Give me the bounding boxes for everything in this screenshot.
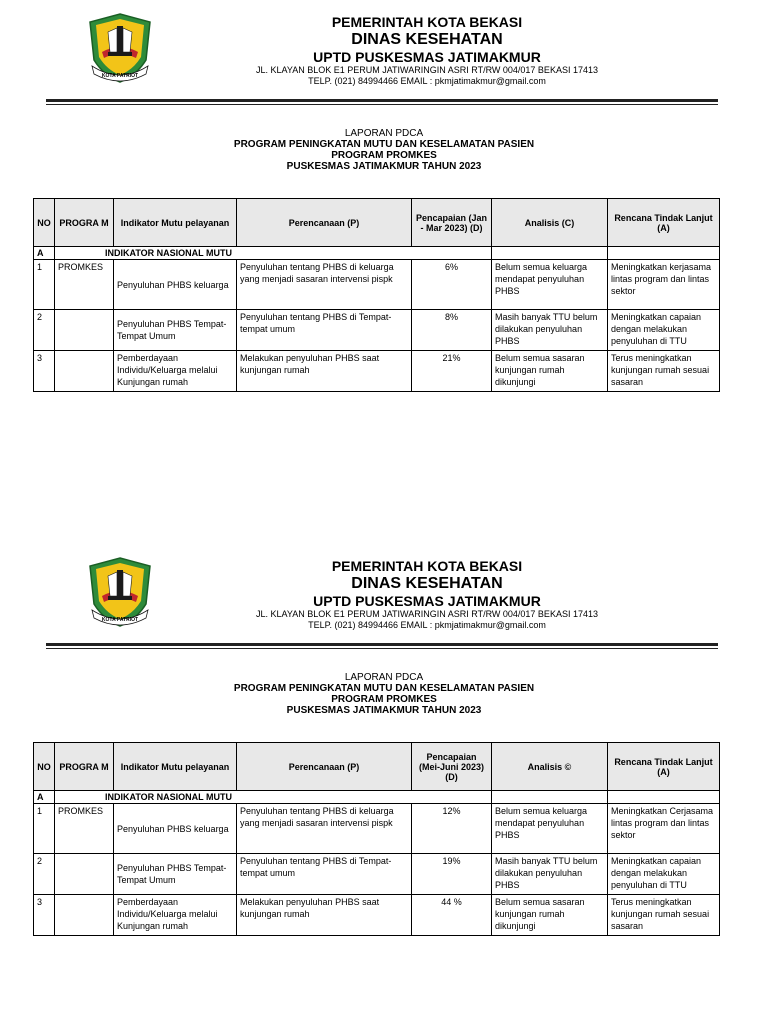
agency-name: DINAS KESEHATAN xyxy=(351,31,503,48)
cell-indikator: Penyuluhan PHBS Tempat-Tempat Umum xyxy=(114,310,237,351)
section-no: A xyxy=(34,247,55,260)
table-row xyxy=(34,854,720,895)
cell-perencanaan: Melakukan penyuluhan PHBS saat kunjungan rumah xyxy=(237,895,412,936)
program-title: PROGRAM PROMKES xyxy=(331,694,437,705)
cell-no: 3 xyxy=(34,351,55,392)
kota-bekasi-logo-icon xyxy=(86,556,154,630)
section-label: INDIKATOR NASIONAL MUTU xyxy=(55,791,492,804)
table-row xyxy=(34,260,720,310)
cell-rencana: Terus meningkatkan kunjungan rumah sesuai sasaran xyxy=(608,351,720,392)
cell-pencapaian: 21% xyxy=(412,351,492,392)
address: JL. KLAYAN BLOK E1 PERUM JATIWARINGIN ASRI RT/RW 004/017 BEKASI 17413 xyxy=(256,609,598,619)
empty-cell xyxy=(608,791,720,804)
svg-text:KOTA PATRIOT: KOTA PATRIOT xyxy=(101,73,139,79)
header-rule-thick xyxy=(46,99,718,102)
pdca-table xyxy=(33,742,720,936)
cell-program xyxy=(55,310,114,351)
report-subtitle: PROGRAM PENINGKATAN MUTU DAN KESELAMATAN PASIEN xyxy=(233,139,535,150)
letterhead-text xyxy=(200,14,654,87)
report-title: LAPORAN PDCA xyxy=(344,128,424,139)
cell-rencana: Meningkatkan Cerjasama lintas program dan lintas sektor xyxy=(608,804,720,854)
cell-rencana: Meningkatkan capaian dengan melakukan penyuluhan di TTU xyxy=(608,854,720,895)
contact: TELP. (021) 84994466 EMAIL : pkmjatimakmur@gmail.com xyxy=(308,620,546,630)
report-titles xyxy=(0,672,768,716)
gov-name: PEMERINTAH KOTA BEKASI xyxy=(331,558,523,574)
col-header: Analisis (C) xyxy=(492,199,608,247)
col-header: Pencapaian (Mei-Juni 2023) (D) xyxy=(412,743,492,791)
report-section-1 xyxy=(0,0,768,387)
cell-perencanaan: Penyuluhan tentang PHBS di keluarga yang menjadi sasaran intervensi pispk xyxy=(237,260,412,310)
empty-cell xyxy=(492,791,608,804)
table-header-row xyxy=(34,199,720,247)
cell-indikator: Pemberdayaan Individu/Keluarga melalui Kunjungan rumah xyxy=(114,351,237,392)
cell-no: 2 xyxy=(34,854,55,895)
cell-pencapaian: 12% xyxy=(412,804,492,854)
cell-program xyxy=(55,895,114,936)
report-subtitle: PROGRAM PENINGKATAN MUTU DAN KESELAMATAN PASIEN xyxy=(233,683,535,694)
header-rule-thick xyxy=(46,643,718,646)
col-header: Indikator Mutu pelayanan xyxy=(114,743,237,791)
cell-pencapaian: 6% xyxy=(412,260,492,310)
section-row xyxy=(34,791,720,804)
empty-cell xyxy=(608,247,720,260)
cell-indikator: Penyuluhan PHBS keluarga xyxy=(114,260,237,310)
year-title: PUSKESMAS JATIMAKMUR TAHUN 2023 xyxy=(286,161,482,172)
letterhead xyxy=(0,0,768,100)
col-header: Pencapaian (Jan - Mar 2023) (D) xyxy=(412,199,492,247)
cell-indikator: Pemberdayaan Individu/Keluarga melalui Kunjungan rumah xyxy=(114,895,237,936)
cell-analisis: Belum semua sasaran kunjungan rumah dikunjungi xyxy=(492,895,608,936)
report-title: LAPORAN PDCA xyxy=(344,672,424,683)
program-title: PROGRAM PROMKES xyxy=(331,150,437,161)
col-header: PROGRA M xyxy=(55,199,114,247)
cell-perencanaan: Penyuluhan tentang PHBS di Tempat-tempat umum xyxy=(237,854,412,895)
header-rule-thin xyxy=(46,104,718,105)
cell-perencanaan: Penyuluhan tentang PHBS di keluarga yang menjadi sasaran intervensi pispk xyxy=(237,804,412,854)
agency-name: DINAS KESEHATAN xyxy=(351,575,503,592)
cell-indikator: Penyuluhan PHBS Tempat-Tempat Umum xyxy=(114,854,237,895)
table-row xyxy=(34,895,720,936)
cell-analisis: Masih banyak TTU belum dilakukan penyuluhan PHBS xyxy=(492,310,608,351)
cell-pencapaian: 44 % xyxy=(412,895,492,936)
cell-analisis: Belum semua keluarga mendapat penyuluhan PHBS xyxy=(492,804,608,854)
col-header: Perencanaan (P) xyxy=(237,199,412,247)
cell-perencanaan: Penyuluhan tentang PHBS di Tempat-tempat umum xyxy=(237,310,412,351)
cell-analisis: Belum semua sasaran kunjungan rumah dikunjungi xyxy=(492,351,608,392)
col-header: Indikator Mutu pelayanan xyxy=(114,199,237,247)
cell-rencana: Terus meningkatkan kunjungan rumah sesuai sasaran xyxy=(608,895,720,936)
col-header: Rencana Tindak Lanjut (A) xyxy=(608,743,720,791)
cell-no: 1 xyxy=(34,804,55,854)
svg-text:KOTA PATRIOT: KOTA PATRIOT xyxy=(101,617,139,623)
table-row xyxy=(34,351,720,392)
section-no: A xyxy=(34,791,55,804)
cell-no: 2 xyxy=(34,310,55,351)
cell-program: PROMKES xyxy=(55,260,114,310)
section-label: INDIKATOR NASIONAL MUTU xyxy=(55,247,492,260)
letterhead-text xyxy=(200,558,654,631)
col-header: Analisis © xyxy=(492,743,608,791)
section-row xyxy=(34,247,720,260)
report-section-2 xyxy=(0,544,768,931)
header-rule-thin xyxy=(46,648,718,649)
cell-program xyxy=(55,854,114,895)
report-titles xyxy=(0,128,768,172)
cell-rencana: Meningkatkan kerjasama lintas program dan lintas sektor xyxy=(608,260,720,310)
cell-perencanaan: Melakukan penyuluhan PHBS saat kunjungan rumah xyxy=(237,351,412,392)
col-header: Perencanaan (P) xyxy=(237,743,412,791)
cell-rencana: Meningkatkan capaian dengan melakukan penyuluhan di TTU xyxy=(608,310,720,351)
cell-program xyxy=(55,351,114,392)
table-header-row xyxy=(34,743,720,791)
empty-cell xyxy=(492,247,608,260)
table-row xyxy=(34,310,720,351)
cell-no: 1 xyxy=(34,260,55,310)
letterhead xyxy=(0,544,768,644)
cell-no: 3 xyxy=(34,895,55,936)
year-title: PUSKESMAS JATIMAKMUR TAHUN 2023 xyxy=(286,705,482,716)
cell-pencapaian: 19% xyxy=(412,854,492,895)
unit-name: UPTD PUSKESMAS JATIMAKMUR xyxy=(313,593,541,609)
kota-bekasi-logo-icon xyxy=(86,12,154,86)
cell-program: PROMKES xyxy=(55,804,114,854)
contact: TELP. (021) 84994466 EMAIL : pkmjatimakmur@gmail.com xyxy=(308,76,546,86)
table-row xyxy=(34,804,720,854)
cell-indikator: Penyuluhan PHBS keluarga xyxy=(114,804,237,854)
gov-name: PEMERINTAH KOTA BEKASI xyxy=(331,14,523,30)
unit-name: UPTD PUSKESMAS JATIMAKMUR xyxy=(313,49,541,65)
cell-pencapaian: 8% xyxy=(412,310,492,351)
pdca-table xyxy=(33,198,720,392)
cell-analisis: Belum semua keluarga mendapat penyuluhan PHBS xyxy=(492,260,608,310)
address: JL. KLAYAN BLOK E1 PERUM JATIWARINGIN ASRI RT/RW 004/017 BEKASI 17413 xyxy=(256,65,598,75)
col-header: Rencana Tindak Lanjut (A) xyxy=(608,199,720,247)
col-header: PROGRA M xyxy=(55,743,114,791)
col-header: NO xyxy=(34,199,55,247)
cell-analisis: Masih banyak TTU belum dilakukan penyuluhan PHBS xyxy=(492,854,608,895)
col-header: NO xyxy=(34,743,55,791)
